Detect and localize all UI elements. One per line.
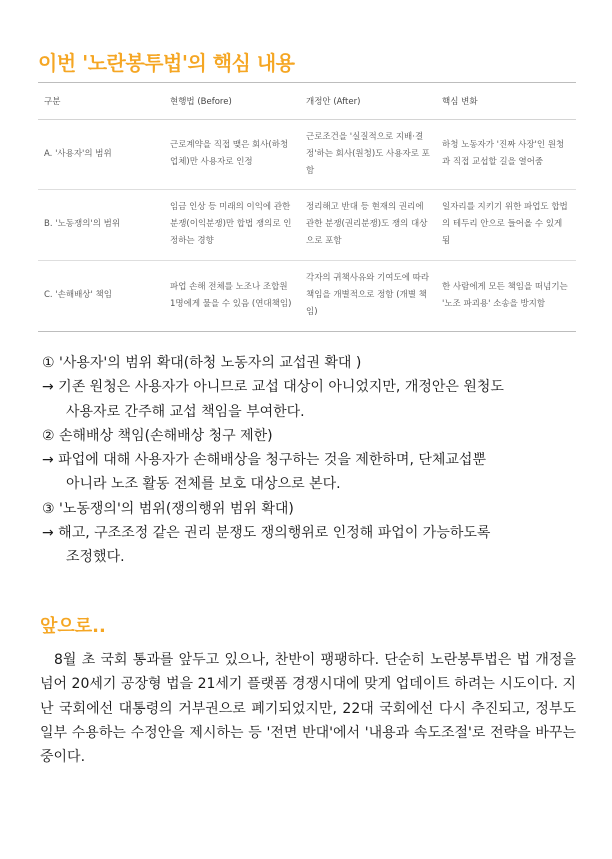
row-key-change: 하청 노동자가 '진짜 사장'인 원청과 직접 교섭할 길을 열어줌 [436,119,576,189]
outlook-paragraph: 8월 초 국회 통과를 앞두고 있으나, 찬반이 팽팽하다. 단순히 노란봉투법은 법 개정을 넘어 20세기 공장형 법을 21세기 플랫폼 경쟁시대에 맞게 업데이트 하려는 시도이다. 지난 국회에선 대통령의 거부권으로 폐기되었지만, 22대 국회에선 다시 추진되고, 정부도 일부 수용하는 수정안을 제시하는 등 '전면 반대'에서 '내용과 속도조절'로 전략을 바꾸는 중이다. [40,652,576,766]
outlook-heading: 앞으로.. [40,616,106,637]
row-key-change: 일자리를 지키기 위한 파업도 합법의 테두리 안으로 들어올 수 있게 됨 [436,189,576,260]
point-detail-cont: 조정했다. [66,549,125,566]
point-heading: ③ '노동쟁의'의 범위(쟁의행위 범위 확대) [42,500,294,517]
row-after: 각자의 귀책사유와 기여도에 따라 책임을 개별적으로 정함 (개별 책임) [300,260,436,331]
row-category: C. '손해배상' 책임 [38,260,164,331]
row-category: B. '노동쟁의'의 범위 [38,189,164,260]
header-category: 구분 [38,83,164,119]
header-after: 개정안 (After) [300,83,436,119]
point-detail: → 파업에 대해 사용자가 손해배상을 청구하는 것을 제한하며, 단체교섭뿐 [42,452,486,469]
point-heading: ② 손해배상 책임(손해배상 청구 제한) [42,427,273,444]
table-header-row [38,83,576,119]
point-heading: ① '사용자'의 범위 확대(하청 노동자의 교섭권 확대 ) [42,355,362,371]
table-row [38,260,576,331]
row-category: A. '사용자'의 범위 [38,119,164,189]
table-row [38,189,576,260]
table-row [38,119,576,189]
header-key-change: 핵심 변화 [436,83,576,119]
row-before: 파업 손해 전체를 노조나 조합원 1명에게 물을 수 있음 (연대책임) [164,260,300,331]
row-after: 근로조건을 '실질적으로 지배·결정'하는 회사(원청)도 사용자로 포함 [300,119,436,189]
row-before: 근로계약을 직접 맺은 회사(하청 업체)만 사용자로 인정 [164,119,300,189]
row-key-change: 한 사람에게 모든 책임을 떠넘기는 '노조 파괴용' 소송을 방지함 [436,260,576,331]
row-before: 임금 인상 등 미래의 이익에 관한 분쟁(이익분쟁)만 합법 쟁의로 인정하는 경향 [164,189,300,260]
key-points [42,351,582,570]
point-detail: → 해고, 구조조정 같은 권리 분쟁도 쟁의행위로 인정해 파업이 가능하도록 [42,525,491,542]
point-detail-cont: 아니라 노조 활동 전체를 보호 대상으로 본다. [66,476,341,493]
point-detail: → 기존 원청은 사용자가 아니므로 교섭 대상이 아니었지만, 개정안은 원청도 [42,379,504,396]
point-detail-cont: 사용자로 간주해 교섭 책임을 부여한다. [66,403,305,420]
section-title: 이번 '노란봉투법'의 핵심 내용 [38,51,295,75]
row-after: 정리해고 반대 등 현재의 권리에 관한 분쟁(권리분쟁)도 쟁의 대상으로 포함 [300,189,436,260]
header-before: 현행법 (Before) [164,83,300,119]
comparison-table [38,83,576,332]
